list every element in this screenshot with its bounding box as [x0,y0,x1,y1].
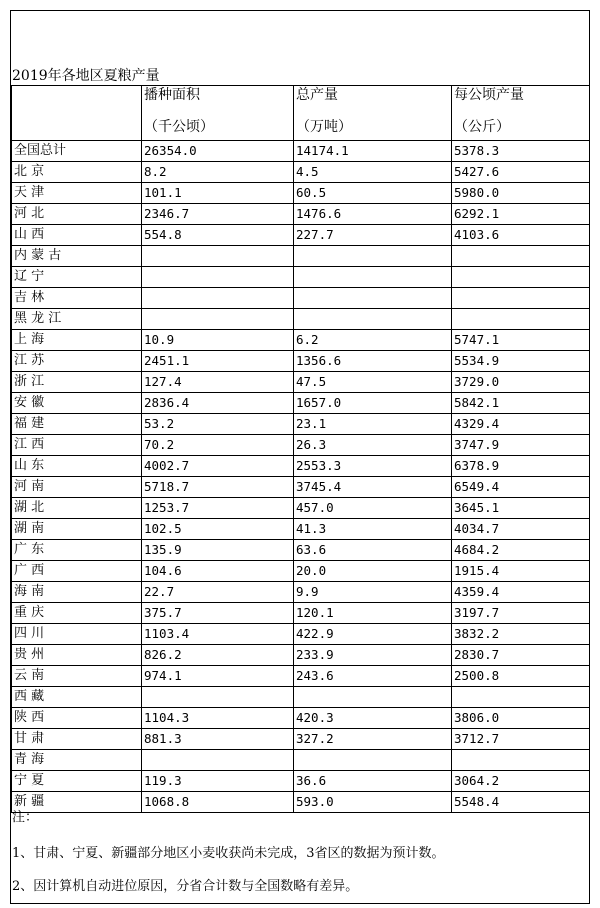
table-cell-output[interactable]: 20.0 [294,561,452,582]
table-cell-output[interactable]: 60.5 [294,183,452,204]
table-cell-output[interactable]: 120.1 [294,603,452,624]
table-cell-yield[interactable]: 3729.0 [452,372,590,393]
table-cell-area[interactable]: 554.8 [142,225,294,246]
header-unit: （万吨） [296,119,352,135]
table-cell-output[interactable]: 243.6 [294,666,452,687]
table-cell-yield[interactable]: 4103.6 [452,225,590,246]
table-cell-output[interactable]: 47.5 [294,372,452,393]
table-row [12,183,590,204]
table-cell-output[interactable]: 9.9 [294,582,452,603]
table-cell-output[interactable]: 422.9 [294,624,452,645]
table-cell-yield[interactable]: 4329.4 [452,414,590,435]
table-cell-yield[interactable] [452,246,590,267]
note-item-2: 2、因计算机自动进位原因，分省合计数与全国数略有差异。 [12,879,359,894]
spreadsheet-sheet [10,10,590,904]
data-table [11,85,590,813]
table-cell-region[interactable]: 吉 林 [12,288,142,309]
table-row [12,687,590,708]
table-cell-region[interactable]: 宁 夏 [12,771,142,792]
table-row [12,603,590,624]
table-cell-output[interactable] [294,309,452,330]
table-row [12,435,590,456]
table-cell-yield[interactable]: 6292.1 [452,204,590,225]
table-cell-region[interactable]: 重 庆 [12,603,142,624]
header-row [12,86,590,141]
table-cell-area[interactable]: 375.7 [142,603,294,624]
table-cell-region[interactable]: 四 川 [12,624,142,645]
table-cell-region[interactable]: 湖 北 [12,498,142,519]
table-cell-region[interactable]: 辽 宁 [12,267,142,288]
header-label: 每公顷产量 [454,87,524,103]
table-cell-yield[interactable]: 5747.1 [452,330,590,351]
table-cell-yield[interactable]: 5548.4 [452,792,590,813]
table-row [12,624,590,645]
table-cell-output[interactable]: 227.7 [294,225,452,246]
table-cell-area[interactable]: 2451.1 [142,351,294,372]
table-row [12,162,590,183]
table-cell-output[interactable]: 26.3 [294,435,452,456]
table-cell-region[interactable]: 云 南 [12,666,142,687]
notes-label: 注： [12,810,39,825]
header-unit: （千公顷） [144,119,214,135]
table-cell-region[interactable]: 河 北 [12,204,142,225]
table-cell-area[interactable]: 1104.3 [142,708,294,729]
header-cell-output[interactable] [294,86,452,141]
table-cell-area[interactable] [142,267,294,288]
table-cell-yield[interactable]: 4684.2 [452,540,590,561]
table-cell-region[interactable]: 全国总计 [12,141,142,162]
table-cell-area[interactable]: 127.4 [142,372,294,393]
table-cell-area[interactable] [142,288,294,309]
table-cell-yield[interactable]: 3064.2 [452,771,590,792]
table-row [12,225,590,246]
table-cell-output[interactable]: 6.2 [294,330,452,351]
table-cell-area[interactable]: 881.3 [142,729,294,750]
table-cell-yield[interactable] [452,687,590,708]
table-cell-output[interactable]: 1476.6 [294,204,452,225]
table-cell-output[interactable] [294,246,452,267]
table-cell-region[interactable]: 广 东 [12,540,142,561]
table-row [12,414,590,435]
table-cell-region[interactable]: 河 南 [12,477,142,498]
table-cell-area[interactable]: 1068.8 [142,792,294,813]
table-cell-yield[interactable]: 5980.0 [452,183,590,204]
table-cell-output[interactable]: 457.0 [294,498,452,519]
table-cell-area[interactable]: 102.5 [142,519,294,540]
table-cell-output[interactable]: 233.9 [294,645,452,666]
header-label: 播种面积 [144,87,200,103]
table-cell-region[interactable]: 安 徽 [12,393,142,414]
table-row [12,666,590,687]
table-cell-yield[interactable]: 5427.6 [452,162,590,183]
table-cell-area[interactable]: 1103.4 [142,624,294,645]
header-label: 总产量 [296,87,338,103]
table-row [12,288,590,309]
table-cell-region[interactable]: 内 蒙 古 [12,246,142,267]
table-cell-area[interactable]: 119.3 [142,771,294,792]
table-row [12,498,590,519]
table-row [12,540,590,561]
table-cell-area[interactable]: 70.2 [142,435,294,456]
table-cell-area[interactable]: 22.7 [142,582,294,603]
table-cell-area[interactable]: 135.9 [142,540,294,561]
table-row [12,456,590,477]
table-cell-area[interactable]: 8.2 [142,162,294,183]
table-cell-yield[interactable]: 3645.1 [452,498,590,519]
table-cell-area[interactable]: 104.6 [142,561,294,582]
table-cell-yield[interactable]: 3806.0 [452,708,590,729]
table-cell-region[interactable]: 天 津 [12,183,142,204]
table-cell-yield[interactable] [452,267,590,288]
table-row [12,351,590,372]
table-row [12,267,590,288]
table-row [12,771,590,792]
table-cell-region[interactable]: 甘 肃 [12,729,142,750]
table-cell-area[interactable]: 53.2 [142,414,294,435]
table-row [12,372,590,393]
table-cell-region[interactable]: 山 东 [12,456,142,477]
table-cell-output[interactable]: 4.5 [294,162,452,183]
table-cell-output[interactable]: 23.1 [294,414,452,435]
table-cell-region[interactable]: 福 建 [12,414,142,435]
table-cell-region[interactable]: 山 西 [12,225,142,246]
table-cell-area[interactable]: 5718.7 [142,477,294,498]
table-cell-output[interactable]: 420.3 [294,708,452,729]
table-cell-area[interactable]: 2346.7 [142,204,294,225]
table-cell-yield[interactable] [452,309,590,330]
table-cell-output[interactable]: 593.0 [294,792,452,813]
table-cell-output[interactable]: 63.6 [294,540,452,561]
table-cell-output[interactable]: 3745.4 [294,477,452,498]
header-cell-region[interactable] [12,86,142,141]
table-cell-area[interactable] [142,309,294,330]
table-row [12,750,590,771]
table-cell-yield[interactable]: 6378.9 [452,456,590,477]
table-cell-area[interactable]: 2836.4 [142,393,294,414]
table-cell-yield[interactable]: 5378.3 [452,141,590,162]
table-cell-yield[interactable]: 6549.4 [452,477,590,498]
table-cell-output[interactable] [294,750,452,771]
table-cell-region[interactable]: 浙 江 [12,372,142,393]
table-cell-yield[interactable] [452,288,590,309]
table-cell-output[interactable]: 1657.0 [294,393,452,414]
table-cell-yield[interactable]: 2830.7 [452,645,590,666]
table-cell-output[interactable]: 14174.1 [294,141,452,162]
table-cell-output[interactable]: 1356.6 [294,351,452,372]
table-cell-output[interactable] [294,687,452,708]
table-cell-area[interactable]: 974.1 [142,666,294,687]
header-unit: （公斤） [454,119,510,135]
table-cell-region[interactable]: 黑 龙 江 [12,309,142,330]
header-cell-area[interactable] [142,86,294,141]
table-cell-output[interactable]: 41.3 [294,519,452,540]
table-cell-output[interactable]: 327.2 [294,729,452,750]
table-row [12,393,590,414]
table-cell-yield[interactable]: 3747.9 [452,435,590,456]
table-cell-yield[interactable]: 3197.7 [452,603,590,624]
table-cell-region[interactable]: 江 西 [12,435,142,456]
table-cell-area[interactable] [142,246,294,267]
table-cell-output[interactable] [294,288,452,309]
table-cell-area[interactable] [142,687,294,708]
table-cell-output[interactable]: 36.6 [294,771,452,792]
table-cell-yield[interactable] [452,750,590,771]
table-cell-yield[interactable]: 4034.7 [452,519,590,540]
table-cell-yield[interactable]: 4359.4 [452,582,590,603]
table-cell-yield[interactable]: 5842.1 [452,393,590,414]
table-row [12,519,590,540]
table-row [12,477,590,498]
table-cell-area[interactable]: 26354.0 [142,141,294,162]
table-cell-region[interactable]: 广 西 [12,561,142,582]
table-cell-area[interactable]: 10.9 [142,330,294,351]
table-cell-region[interactable]: 贵 州 [12,645,142,666]
table-cell-output[interactable] [294,267,452,288]
table-cell-region[interactable]: 江 苏 [12,351,142,372]
table-cell-yield[interactable]: 3712.7 [452,729,590,750]
table-row [12,645,590,666]
table-row [12,141,590,162]
table-cell-area[interactable]: 1253.7 [142,498,294,519]
table-title: 2019年各地区夏粮产量 [12,68,160,84]
table-body [12,86,590,813]
table-cell-yield[interactable]: 5534.9 [452,351,590,372]
table-row [12,708,590,729]
table-cell-region[interactable]: 湖 南 [12,519,142,540]
table-cell-region[interactable]: 北 京 [12,162,142,183]
table-cell-region[interactable]: 上 海 [12,330,142,351]
table-row [12,330,590,351]
table-cell-area[interactable] [142,750,294,771]
table-row [12,729,590,750]
table-row [12,309,590,330]
table-cell-yield[interactable]: 3832.2 [452,624,590,645]
table-cell-output[interactable]: 2553.3 [294,456,452,477]
table-cell-yield[interactable]: 2500.8 [452,666,590,687]
table-cell-area[interactable]: 4002.7 [142,456,294,477]
table-row [12,792,590,813]
table-cell-region[interactable]: 青 海 [12,750,142,771]
table-cell-region[interactable]: 西 藏 [12,687,142,708]
table-row [12,561,590,582]
table-cell-yield[interactable]: 1915.4 [452,561,590,582]
table-cell-region[interactable]: 新 疆 [12,792,142,813]
table-cell-region[interactable]: 陕 西 [12,708,142,729]
title-area [11,11,589,85]
table-cell-area[interactable]: 826.2 [142,645,294,666]
table-row [12,204,590,225]
table-cell-region[interactable]: 海 南 [12,582,142,603]
table-row [12,246,590,267]
header-cell-yield[interactable] [452,86,590,141]
table-row [12,582,590,603]
table-cell-area[interactable]: 101.1 [142,183,294,204]
note-item-1: 1、甘肃、宁夏、新疆部分地区小麦收获尚未完成，3省区的数据为预计数。 [12,846,445,861]
